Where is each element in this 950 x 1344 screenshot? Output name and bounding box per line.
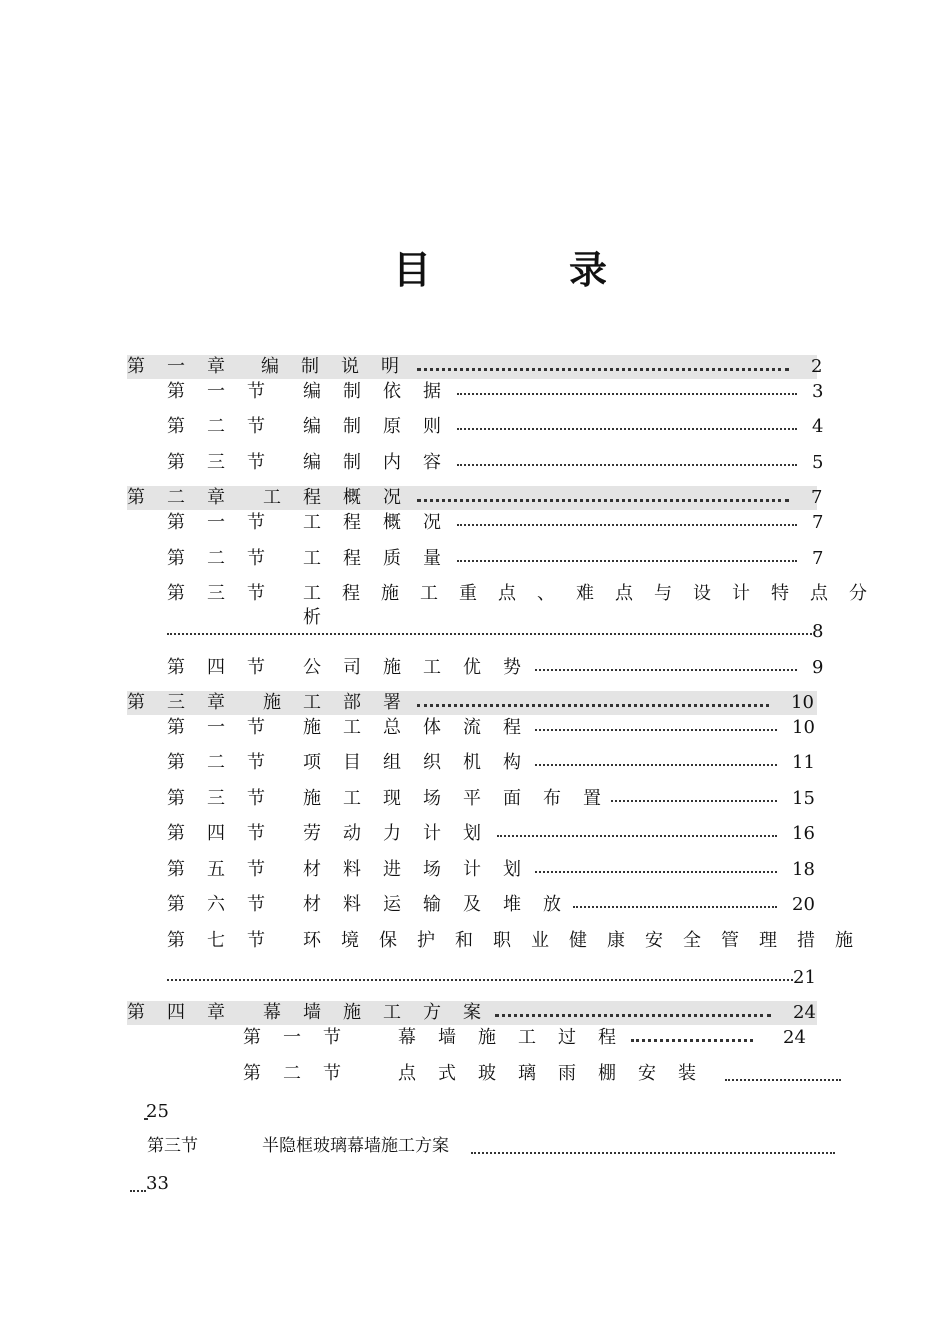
leader-dots [417, 704, 769, 707]
leader-dots [167, 633, 812, 635]
page-number: 11 [792, 752, 815, 773]
toc-chapter-1[interactable] [127, 355, 823, 379]
chapter-number: 第一章 [127, 356, 247, 377]
toc-section-2-3-leader[interactable] [167, 620, 827, 644]
toc-section-3-3[interactable] [167, 787, 827, 811]
toc-section-1-1[interactable] [167, 380, 827, 404]
section-title: 幕墙施工过程 [398, 1027, 638, 1048]
page-number: 20 [792, 894, 815, 915]
toc-section-1-2[interactable] [167, 415, 827, 439]
toc-section-3-1[interactable] [167, 716, 827, 740]
toc-section-2-1[interactable] [167, 511, 827, 535]
leader-dots [457, 393, 797, 395]
toc-section-3-4[interactable] [167, 822, 827, 846]
leader-dots [535, 871, 777, 873]
leader-dots [631, 1039, 753, 1042]
leader-dots [611, 800, 777, 802]
toc-section-2-3[interactable] [167, 582, 907, 628]
leader-dots [725, 1079, 841, 1081]
section-title: 施工总体流程 [303, 717, 543, 738]
page-number: 10 [791, 692, 814, 713]
section-number: 第三节 [167, 583, 287, 604]
leader-dots [535, 729, 777, 731]
section-title: 施工现场平面布置 [303, 788, 623, 809]
section-title: 工程施工重点、难点与设计特点分析 [303, 583, 888, 628]
leader-dots [417, 499, 789, 502]
section-number: 第二节 [167, 416, 287, 437]
section-number: 第二节 [167, 548, 287, 569]
section-title: 编制依据 [303, 381, 463, 402]
page-number: 25 [146, 1101, 169, 1122]
section-number: 第一节 [243, 1027, 363, 1048]
page-number: 33 [146, 1173, 169, 1194]
page-number: 7 [811, 487, 823, 508]
section-number: 第一节 [167, 381, 287, 402]
section-title: 半隐框玻璃幕墙施工方案 [262, 1136, 449, 1156]
page-number: 24 [783, 1027, 806, 1048]
section-number: 第四节 [167, 823, 287, 844]
leader-dots [573, 906, 777, 908]
section-number: 第一节 [167, 512, 287, 533]
chapter-title: 幕墙施工方案 [263, 1002, 503, 1023]
page-number: 8 [812, 621, 824, 642]
leader-dots [535, 669, 797, 671]
section-number: 第七节 [167, 930, 287, 951]
section-title: 材料进场计划 [303, 859, 543, 880]
section-title: 劳动力计划 [303, 823, 503, 844]
section-title: 工程概况 [303, 512, 463, 533]
chapter-number: 第三章 [127, 692, 247, 713]
page-number: 7 [812, 548, 824, 569]
section-number: 第三节 [167, 788, 287, 809]
page-number: 5 [812, 452, 824, 473]
toc-section-4-3-page[interactable] [130, 1172, 250, 1196]
leader-dots [497, 835, 777, 837]
leader-dots [457, 464, 797, 466]
section-number: 第五节 [167, 859, 287, 880]
section-number: 第二节 [167, 752, 287, 773]
toc-chapter-2[interactable] [127, 486, 823, 510]
leader-dots [417, 368, 789, 371]
toc-section-3-7[interactable] [167, 929, 887, 953]
section-number: 第六节 [167, 894, 287, 915]
chapter-number: 第二章 [127, 487, 247, 508]
page-number: 18 [792, 859, 815, 880]
leader-dots [457, 560, 797, 562]
page-number: 4 [812, 416, 824, 437]
chapter-title: 编制说明 [261, 356, 421, 377]
leader-dots [471, 1152, 835, 1154]
section-title: 点式玻璃雨棚安装 [398, 1063, 718, 1084]
leader-dots [535, 764, 777, 766]
section-title: 材料运输及堆放 [303, 894, 583, 915]
page-number: 24 [793, 1002, 816, 1023]
page-number: 2 [811, 356, 823, 377]
toc-section-3-5[interactable] [167, 858, 827, 882]
section-title: 环境保护和职业健康安全管理措施 [303, 930, 873, 951]
toc-section-3-2[interactable] [167, 751, 827, 775]
page-number: 9 [812, 657, 824, 678]
leader-dots [167, 979, 793, 981]
toc-section-4-2-page[interactable] [140, 1100, 260, 1124]
section-title: 编制原则 [303, 416, 463, 437]
leader-dots [457, 428, 797, 430]
section-number: 第二节 [243, 1063, 363, 1084]
toc-section-4-3[interactable] [147, 1134, 847, 1158]
section-title: 项目组织机构 [303, 752, 543, 773]
toc-chapter-3[interactable] [127, 691, 817, 715]
leader-dots [495, 1014, 771, 1017]
page-number: 21 [793, 967, 816, 988]
page-number: 15 [792, 788, 815, 809]
section-title: 公司施工优势 [303, 657, 543, 678]
page-title: 目 录 [392, 247, 657, 292]
toc-section-1-3[interactable] [167, 451, 827, 475]
chapter-number: 第四章 [127, 1002, 247, 1023]
leader-dots [457, 524, 797, 526]
toc-section-4-2[interactable] [243, 1062, 843, 1086]
section-number: 第一节 [167, 717, 287, 738]
page-number: 7 [812, 512, 824, 533]
toc-section-4-1[interactable] [243, 1026, 823, 1050]
toc-section-3-7-leader[interactable] [167, 966, 827, 990]
section-title: 工程质量 [303, 548, 463, 569]
toc-section-2-2[interactable] [167, 547, 827, 571]
page-number: 16 [792, 823, 815, 844]
leader-dots [130, 1190, 146, 1192]
section-number: 第三节 [147, 1136, 198, 1156]
chapter-title: 施工部署 [263, 692, 423, 713]
section-number: 第四节 [167, 657, 287, 678]
toc-section-2-4[interactable] [167, 656, 827, 680]
section-title: 编制内容 [303, 452, 463, 473]
page-number: 3 [812, 381, 824, 402]
page-number: 10 [792, 717, 815, 738]
section-number: 第三节 [167, 452, 287, 473]
chapter-title: 工程概况 [263, 487, 423, 508]
toc-chapter-4[interactable] [127, 1001, 817, 1025]
toc-section-3-6[interactable] [167, 893, 827, 917]
